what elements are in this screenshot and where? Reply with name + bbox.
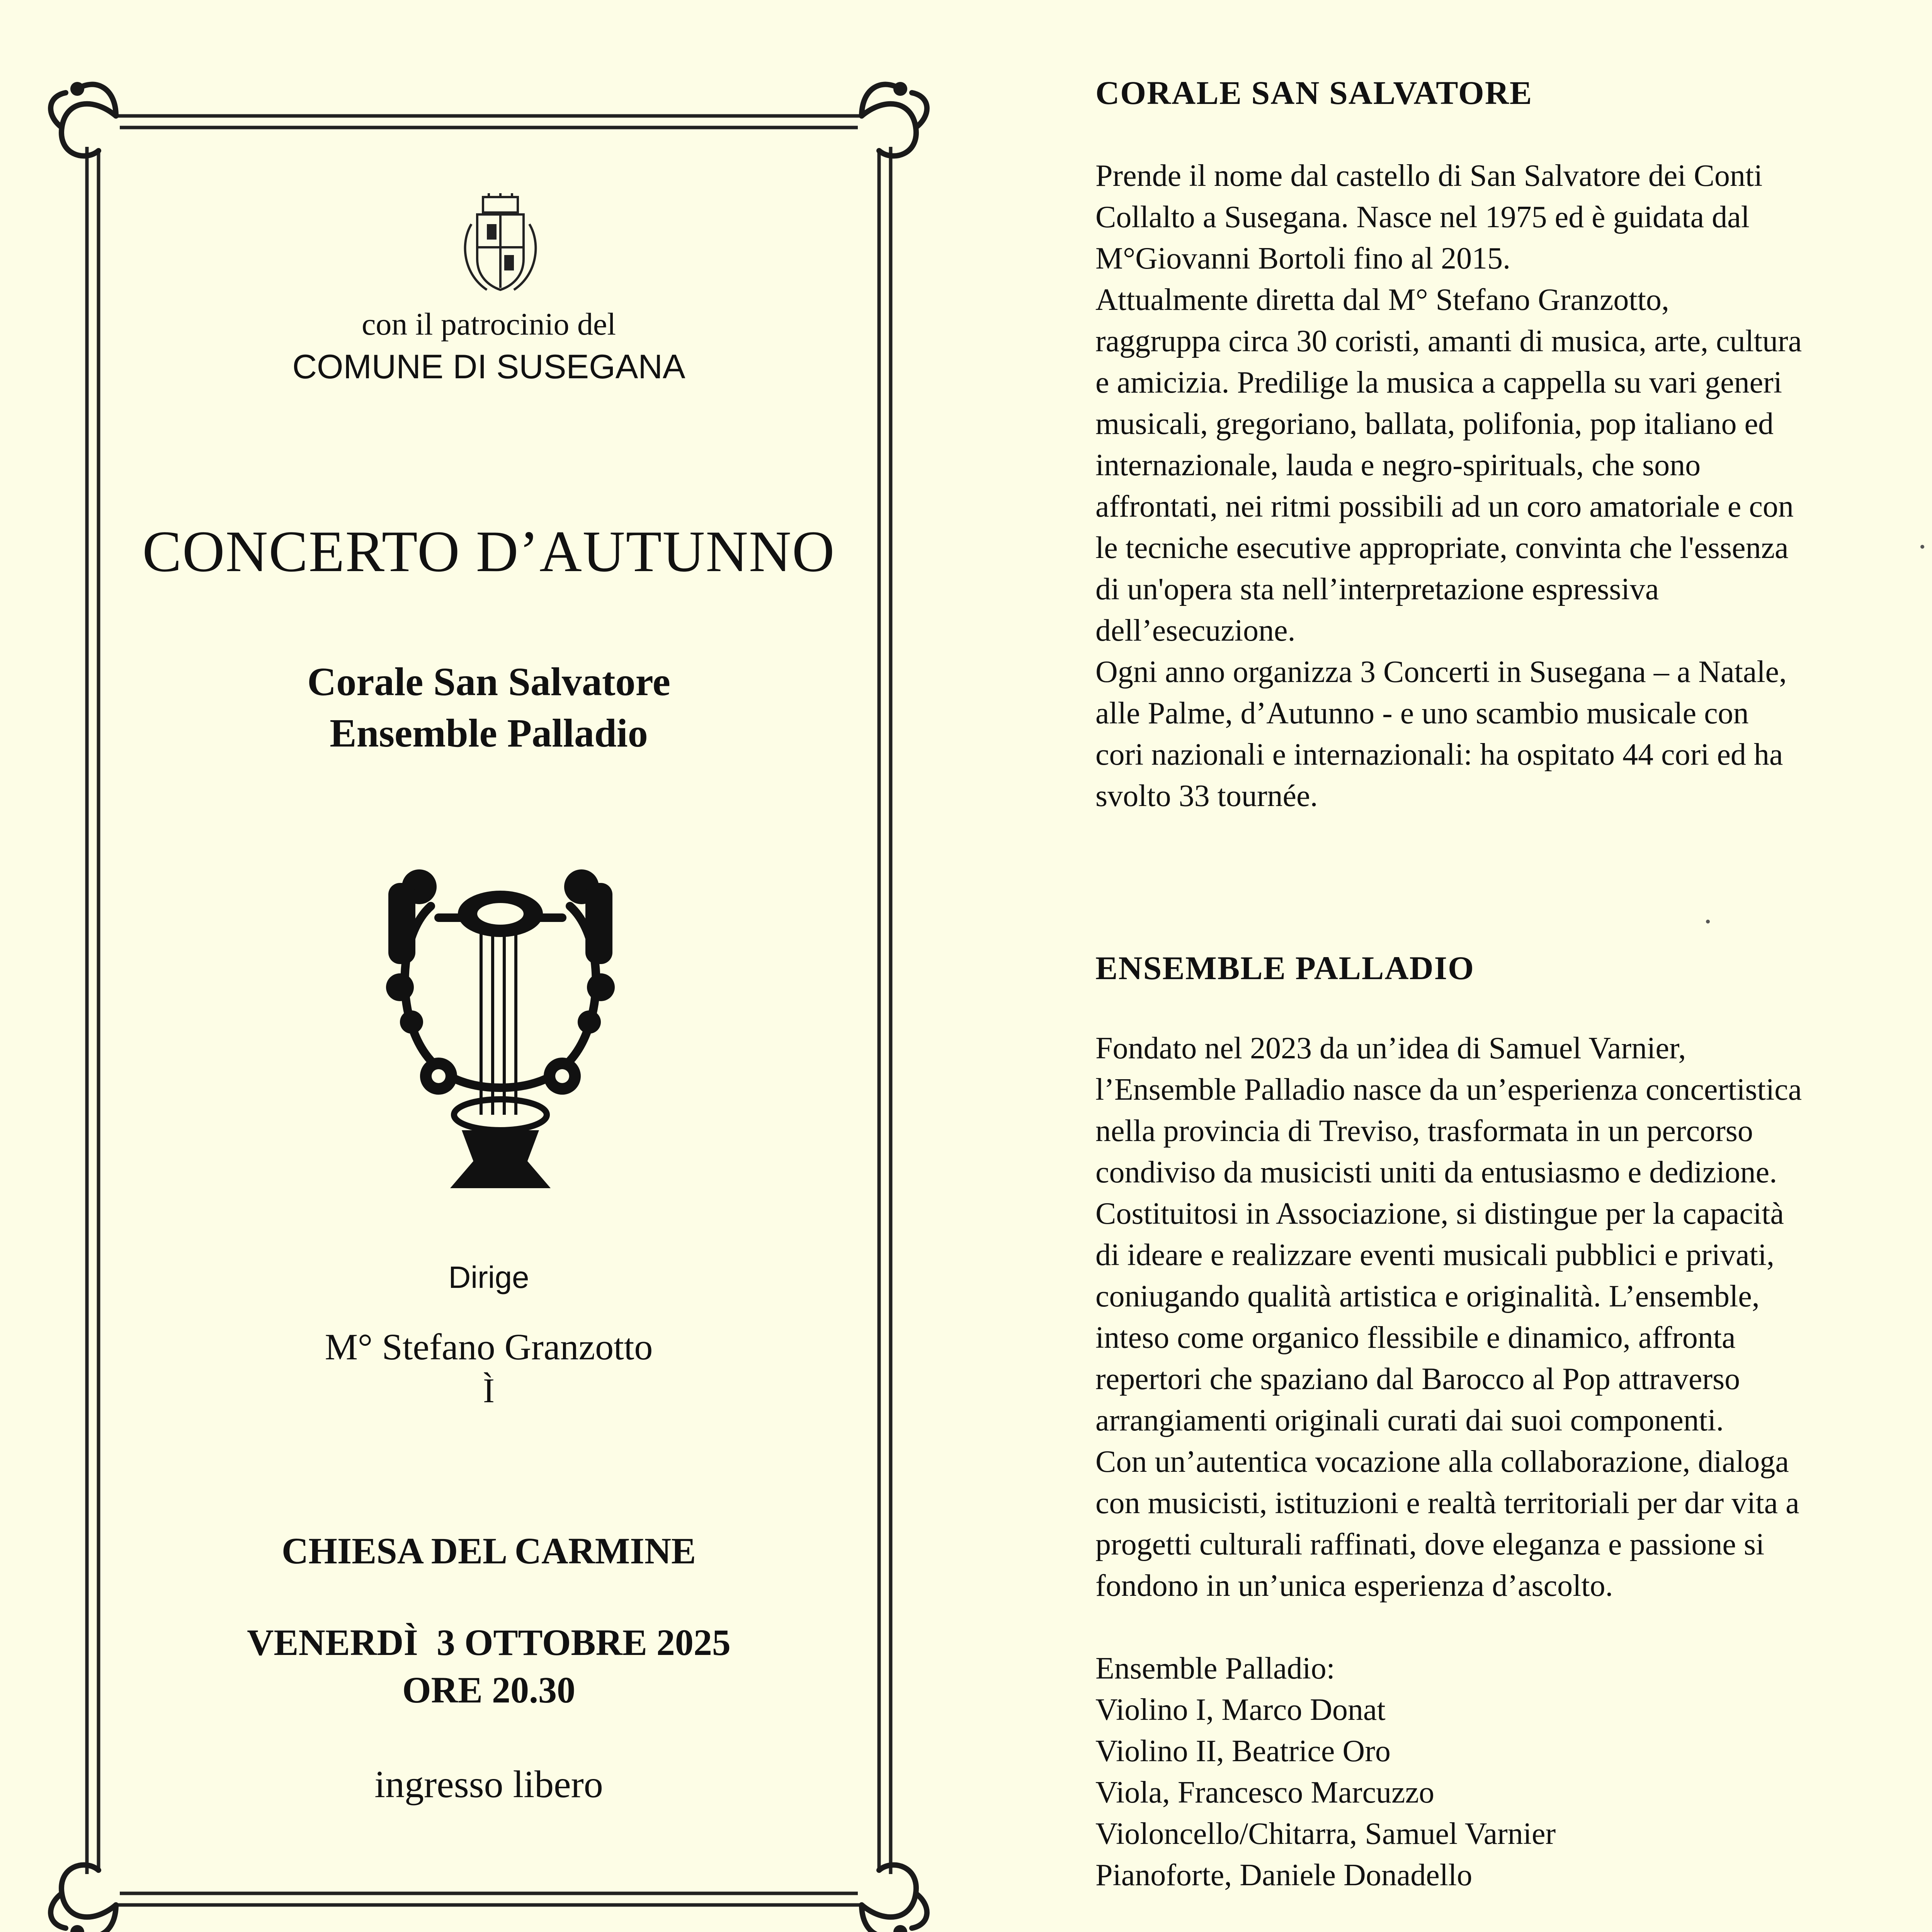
event-time: ORE 20.30 bbox=[402, 1669, 576, 1711]
ensemble-section-text: Fondato nel 2023 da un’idea di Samuel Varnier, l’Ensemble Palladio nasce da un’esperienza concertistica nella provincia di Treviso, trasformata in un percorso condiviso da musicisti uniti da entusiasmo e dedizione. Costituitosi in Associazione, si distingue per la capacità di ideare e realizzare eventi musicali pubblici e privati, coniugando qualità artistica e originalità. L’ensemble, inteso come organico flessibile e dinamico, affronta repertori che spaziano dal Barocco al Pop attraverso arrangiamenti originali curati dai suoi componenti. Con un’autentica vocazione alla collaborazione, dialoga con musicisti, istituzioni e realtà territoriali per dar vita a progetti culturali raffinati, dove eleganza e passione si fondono in un’unica esperienza d’ascolto. bbox=[1095, 1031, 1802, 1603]
municipality-name: COMUNE DI SUSEGANA bbox=[292, 347, 685, 386]
concert-title: CONCERTO D’AUTUNNO bbox=[142, 519, 835, 584]
event-date: VENERDÌ 3 OTTOBRE 2025 bbox=[247, 1622, 731, 1663]
stray-mark: Ì bbox=[483, 1372, 495, 1410]
choir-name: Corale San Salvatore bbox=[307, 660, 670, 704]
venue: CHIESA DEL CARMINE bbox=[281, 1530, 696, 1571]
member-item: Violino I, Marco Donat bbox=[1095, 1693, 1386, 1727]
conductor-name: M° Stefano Granzotto bbox=[325, 1326, 653, 1367]
patronage-line: con il patrocinio del bbox=[361, 306, 616, 342]
lyre-icon bbox=[373, 860, 628, 1204]
ensemble-section-heading: ENSEMBLE PALLADIO bbox=[1095, 949, 1475, 986]
members-title: Ensemble Palladio: bbox=[1095, 1651, 1335, 1685]
entry-note: ingresso libero bbox=[374, 1763, 603, 1806]
conductor-label: Dirige bbox=[448, 1260, 529, 1294]
scan-speck bbox=[1706, 920, 1710, 923]
scan-speck bbox=[1920, 545, 1924, 549]
members-list bbox=[1095, 1689, 1932, 1896]
member-item: Violino II, Beatrice Oro bbox=[1095, 1734, 1391, 1768]
choir-section-heading: CORALE SAN SALVATORE bbox=[1095, 74, 1533, 111]
member-item: Pianoforte, Daniele Donadello bbox=[1095, 1858, 1473, 1892]
member-item: Viola, Francesco Marcuzzo bbox=[1095, 1776, 1435, 1810]
ensemble-name: Ensemble Palladio bbox=[330, 711, 648, 755]
municipal-crest-icon bbox=[456, 193, 545, 298]
member-item: Violoncello/Chitarra, Samuel Varnier bbox=[1095, 1817, 1556, 1851]
choir-section-text: Prende il nome dal castello di San Salvatore dei Conti Collalto a Susegana. Nasce nel 1975 ed è guidata dal M°Giovanni Bortoli fino al 2015. Attualmente diretta dal M° Stefano Granzotto, raggruppa circa 30 coristi, amanti di musica, arte, cultura e amicizia. Predilige la musica a cappella su vari generi musicali, gregoriano, ballata, polifonia, pop italiano ed internazionale, lauda e negro-spirituals, che sono affrontati, nei ritmi possibili ad un coro amatoriale e con le tecniche esecutive appropriate, convinta che l'essenza di un'opera sta nell’interpretazione espressiva dell’esecuzione. Ogni anno organizza 3 Concerti in Susegana – a Natale, alle Palme, d’Autunno - e uno scambio musicale con cori nazionali e internazionali: ha ospitato 44 cori ed ha svolto 33 tournée. bbox=[1095, 159, 1802, 813]
